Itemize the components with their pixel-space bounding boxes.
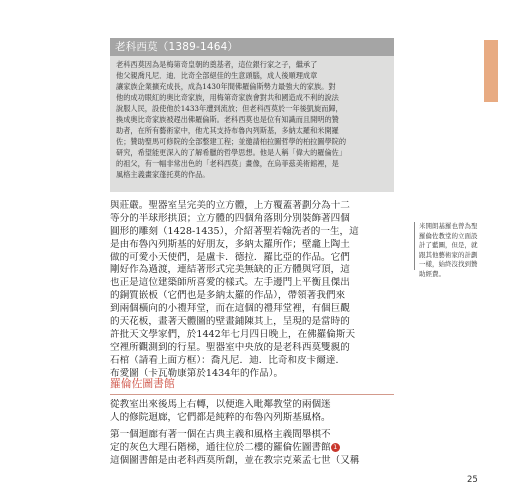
box-text-line: 的祖父，有一幅非常出色的「老科西莫」畫像，在烏菲茲美術館裡，是 (116, 159, 339, 168)
sidebar-info-box (110, 38, 394, 192)
body-text-line: 人的修院迴廊，它們都是純粹的布魯內列斯基風格。 (110, 411, 331, 423)
box-text-line: 風格主義畫家蓬托莫的作品。 (116, 170, 210, 179)
body-text-line: 空裡所觀測到的行星。聖器室中央放的是老科西莫雙親的 (110, 341, 350, 353)
box-text-line: 讓家族企業擴充成長，成為1430年間佛羅倫斯勢力最強大的家族。對 (116, 82, 336, 91)
body-text-line-with-marker (110, 442, 394, 455)
body-text-line: 做的可愛小天使們，是盧卡．德拉．羅比亞的作品。它們 (110, 251, 350, 263)
body-text-line: 也正是這位建築師所喜愛的樣式。左手邊門上平衡且傑出 (110, 277, 350, 289)
margin-note-rule (414, 222, 415, 270)
box-text-line: 說服人民，設使他於1433年遭到流放；但老科西莫於一年後凱旋而歸， (116, 104, 343, 113)
sidebar-box-body (116, 59, 388, 180)
body-text-line: 剛好作為過渡，連結著形式完美無缺的正方體與穹頂，這 (110, 264, 350, 276)
box-text-line: 研究，希望能更深入的了解希臘的哲學思想。他是人稱「偉大的羅倫佐」 (116, 148, 347, 157)
body-text-line: 石棺（請看上面方框）：喬凡尼．迪．比奇和皮卡爾達． (110, 354, 346, 366)
margin-note-line: 跟其他藝術家的計劃 (419, 250, 478, 259)
section-paragraph-1 (110, 399, 394, 425)
body-text-line: 布愛圖（卡瓦勒康第於1434年的作品）。 (110, 367, 284, 379)
page-number: 25 (467, 475, 478, 485)
map-marker-badge: 1 (331, 443, 340, 452)
section-paragraph-2 (110, 429, 394, 468)
body-text-line: 到兩個橫向的小禮拜堂，而在這個的禮拜堂裡，有個巨觀 (110, 303, 350, 315)
margin-note (419, 222, 481, 280)
sidebar-box-title: 老科西莫（1389-1464） (110, 38, 394, 56)
box-text-line: 他的成功眼紅的奧比奇家族，用梅第奇家族會對共和國造成不利的說法 (116, 93, 339, 102)
body-text-fragment: 定的灰色大理石階梯，通往位於二樓的羅倫佐圖書館 (110, 441, 331, 453)
body-text-line: 圓形的雕刻（1428-1435），介紹著聖若翰洗者的一生，這 (110, 225, 359, 237)
section-heading: 羅倫佐圖書館 (110, 377, 175, 390)
library-section (110, 376, 394, 467)
margin-note-line: 一樣，始終沒找到贊 (419, 260, 478, 269)
section-divider (110, 394, 394, 395)
margin-note-line: 羅倫佐教堂的立面設 (419, 231, 478, 240)
box-text-line: 換成奧比奇家族被趕出佛羅倫斯。老科西莫也是位有知識而且開明的贊 (116, 115, 339, 124)
body-text-line: 的天花板，畫著天體圖的壁畫鋪陳其上，呈現的是當時的 (110, 316, 350, 328)
body-text-line: 等分的半球形拱頂；立方體的四個角落則分別裝飾著四個 (110, 212, 350, 224)
box-text-line: 助者，在所有藝術家中，他尤其支持布魯內列斯基，多納太羅和米開羅 (116, 126, 339, 135)
body-text-line: 這個圖書館是由老科西莫所創，並在教宗克萊孟七世（又稱 (110, 454, 360, 466)
body-text-line: 的銅質嵌板（它們也是多納太羅的作品），帶領著我們來 (110, 290, 346, 302)
body-text-line: 許批天文學家們，於1442年七月四日晚上，在佛羅倫斯天 (110, 328, 356, 340)
box-text-line: 他父親喬凡尼．迪．比奇全部絕佳的生意頭腦，成人後順理成章 (116, 71, 318, 80)
body-text-line: 第一個迴廊有著一個在古典主義和風格主義間舉棋不 (110, 428, 331, 440)
body-text-line: 與莊嚴。聖器室呈完美的立方體，上方覆蓋著劃分為十二 (110, 200, 350, 211)
margin-note-line: 計了藍圖，但是，就 (419, 241, 478, 250)
body-text-line: 從教室出來後馬上右轉，以便進入毗鄰教堂的兩個迷 (110, 399, 331, 410)
box-text-line: 老科西莫因為是梅第奇皇朝的奠基者，這位銀行家之子，繼承了 (116, 60, 318, 69)
margin-note-line: 米開朗基羅也曾為聖 (419, 222, 478, 230)
body-text-line: 是由布魯內列斯基的好朋友，多納太羅所作；壁龕上陶土 (110, 238, 350, 250)
margin-note-line: 助經費。 (419, 269, 445, 278)
main-body-text (110, 200, 394, 380)
page-edge-tab (484, 40, 498, 102)
box-text-line: 佐；贊助聖馬可修院的全部整建工程；並邀請柏拉圖哲學的柏拉圖學院的 (116, 137, 347, 146)
